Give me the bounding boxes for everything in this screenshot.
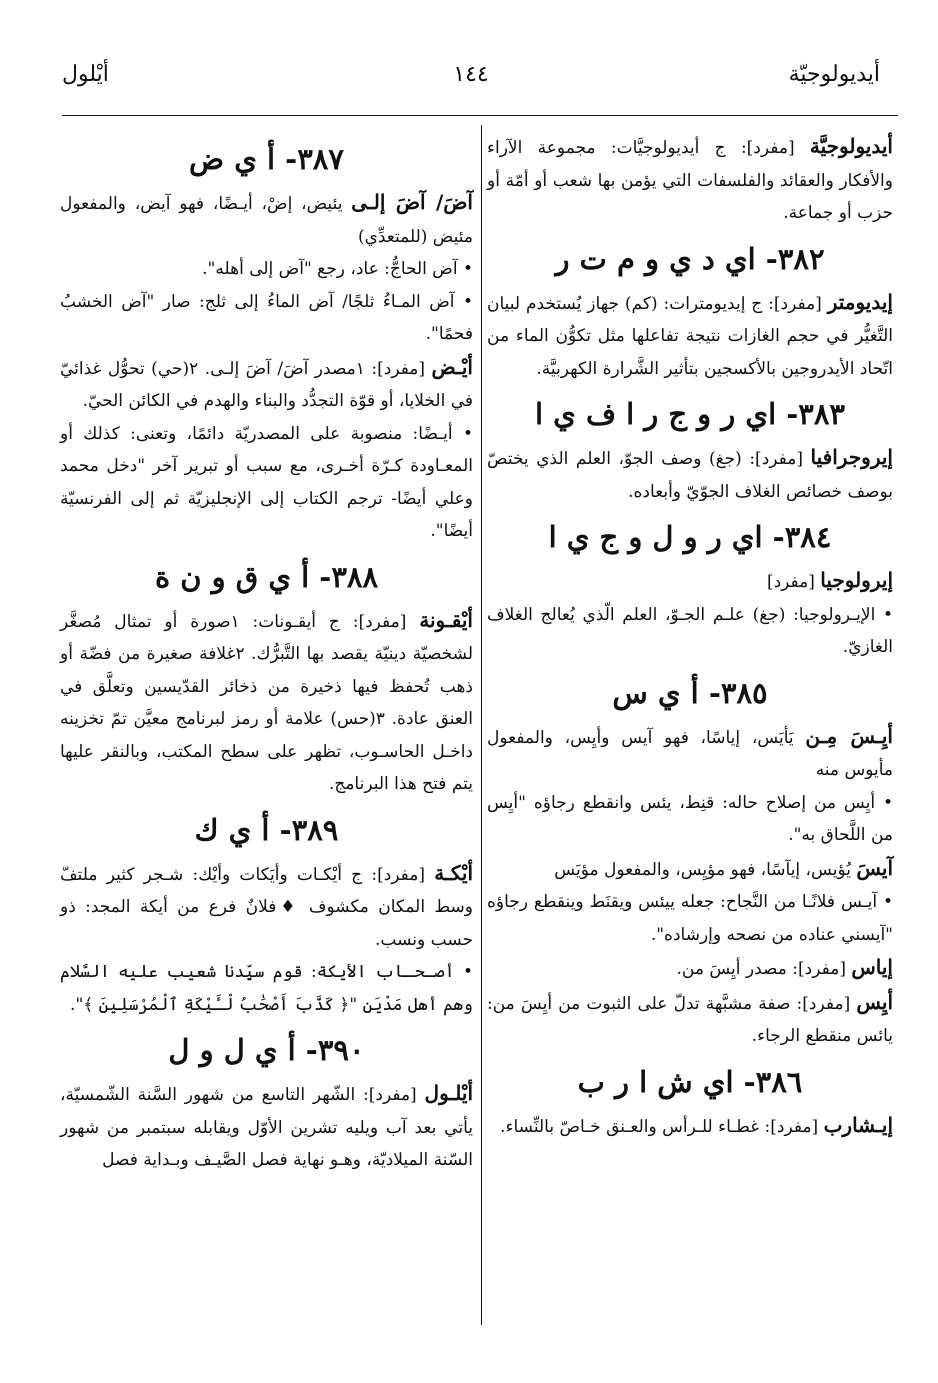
dictionary-entry <box>487 599 893 664</box>
entry-text: • أيِس من إصلاح حاله: قنِط، يئس وانقطع رجاؤه "أيِس من اللَّحاق به". <box>487 792 893 845</box>
running-head-left: أيْلول <box>62 62 109 87</box>
section-title: ٣٨٨- أ ي ق و ن ة <box>154 559 379 594</box>
headword: أيْقـونة <box>419 607 473 632</box>
entry-text: [مفرد]: ج إيديومترات: (كم) جهاز يُستخدم لبيان التَّغيُّر في حجم الغازات نتيجة تفاعلها مثل تكوُّن الماء من اتّحاد الأيدروجين بالأكسجين بتأثير الشَّرارة الكهربيَّة. <box>487 293 893 379</box>
section-title: ٣٨٩- أ ي ك <box>194 812 339 847</box>
headword: أيِـسَ مِـن <box>805 723 893 748</box>
entry-text: • آيـس فلانًـا من النَّجاح: جعله ييئس ويقنَط وينقطع رجاؤه "آيسني عناده من نصحه وإرشاده". <box>487 892 893 945</box>
entry-text: يُؤيس، إيآسًا، فهو مؤيِس، والمفعول مؤيَس <box>554 859 857 880</box>
section-title: ٣٨٥- أ ي س <box>612 675 768 710</box>
dictionary-entry <box>60 857 473 957</box>
headword: إيديومتر <box>827 289 893 314</box>
headword: أيْـض <box>431 354 473 379</box>
section-title: ٣٨٤- اي ر و ل و ج ي ا <box>548 520 832 554</box>
dictionary-entry <box>487 441 893 508</box>
dictionary-entry <box>487 986 893 1053</box>
entry-text: [مفرد]: ج أيديولوجيَّات: مجموعة الآراء والأفكار والعقائد والفلسفات التي يؤمن بها شعب أو أمّة أو حزب أو جماعة. <box>487 138 893 223</box>
section-title: ٣٨٢- اي د ي و م ت ر <box>555 241 825 276</box>
dictionary-entry <box>60 351 473 418</box>
entry-text: يَأيَس، إياسًا، فهو آيس وأيِس، والمفعول مأيوس منه <box>487 727 893 780</box>
dictionary-entry <box>487 951 893 986</box>
dictionary-entry <box>487 1109 893 1144</box>
entry-text: [مفرد]: ج أيْكـات وأيَكات وأيْك: شـجر كثير ملتفّ وسط المكان مكشوف ♦فلانٌ فرع من أيكة المجد: ذو حسب ونسب. <box>60 864 473 950</box>
entry-text: [مفرد]: صفة مشبَّهة تدلّ على الثبوت من أيِسَ من: يائس منقطع الرجاء. <box>487 993 893 1046</box>
dictionary-entry <box>60 604 473 801</box>
header-rule <box>62 115 898 116</box>
right-column <box>487 130 893 1143</box>
dictionary-entry <box>60 418 473 548</box>
headword: آيسَ <box>856 855 893 880</box>
page-header <box>62 62 880 102</box>
headword: إيروجرافيا <box>810 445 893 469</box>
dictionary-entry <box>60 956 473 1021</box>
headword: إيـشارب <box>823 1112 893 1137</box>
headword: أيِس <box>856 989 893 1014</box>
headword: إيرولوجيا <box>820 568 893 592</box>
entry-text: [مفرد]: ١مصدر آضَ/ آضَ إلـى. ٢(حي) تحوُّل غذائيّ في الخلايا، أو قوّة التجدُّد والبناء والهدم في الكائن الحيّ. <box>60 358 473 411</box>
entry-text: • أيـضًا: منصوبة على المصدريّة دائمًا، وتعنى: كذلك أو المعـاودة كـرّة أخـرى، مع سبب أو تبرير آخر "دخل محمد وعلي أيضًا- ترجم الكتاب إلى الإنجليزيّة ثم إلى الفرنسيّة أيضًا". <box>60 423 473 541</box>
dictionary-entry <box>60 1077 473 1177</box>
entry-text: • آض المـاءُ ثلجًا/ آض الماءُ إلى ثلج: صار "آض الخشبُ فحمًا". <box>60 291 473 344</box>
dictionary-entry <box>487 787 893 852</box>
dictionary-entry <box>487 886 893 951</box>
headword: آضَ/ آضَ إلـى <box>351 190 473 214</box>
entry-text: • آض الحاجُّ: عاد، رجع "آض إلى أهله". <box>202 259 473 279</box>
section-title: ٣٨٦- اي ش ا ر ب <box>577 1064 803 1099</box>
page-number: ١٤٤ <box>453 62 489 87</box>
running-head-right: أيديولوجيّة <box>788 62 880 87</box>
entry-text: [مفرد]: مصدر أيِسَ من. <box>676 959 852 979</box>
column-divider <box>481 125 482 1325</box>
dictionary-entry <box>487 564 893 599</box>
entry-text: [مفرد]: ج أيقـونات: ١صورة أو تمثال مُصغَّر لشخصيّة دينيّة يقصد بها التَّبرُّك. ٢غلافة صغيرة من فضّة أو ذهب تُحفظ فيها ذخيرة من ذخائر القدّيسين وتعلَّق في العنق عادة. ٣(حس) علامة أو رمز لبرنامج معيَّن تمّ تخزينه داخـل الحاسـوب، تظهر على سطح المكتب، وبالنقر عليها يتم فتح هذا البرنامج. <box>60 611 474 794</box>
dictionary-entry <box>60 286 473 351</box>
entry-text: [مفرد] <box>766 572 821 592</box>
entry-text: [مفرد]: غطـاء للـرأس والعـنق خـاصّ بالنِّساء. <box>500 1116 824 1137</box>
dictionary-entry <box>487 130 893 230</box>
section-title: ٣٨٣- اي ر و ج ر ا ف ي ا <box>535 397 845 431</box>
headword: أيْلـول <box>424 1081 473 1105</box>
entry-text: [مفرد]: (جغ) وصف الجوّ، العلم الذي يختصّ بوصف خصائص الغلاف الجوّيّ وأبعاده. <box>487 449 893 502</box>
left-column <box>60 130 473 1177</box>
entry-text: • الإيـرولوجيا: (جغ) علـم الجـوّ، العلم الّذي يُعالج الغلاف الغازيّ. <box>487 604 893 657</box>
dictionary-entry <box>60 186 473 253</box>
dictionary-entry <box>60 253 473 286</box>
dictionary-entry <box>487 852 893 887</box>
section-title: ٣٩٠- أ ي ل و ل <box>168 1033 365 1067</box>
entry-text: [مفرد]: الشّهر التاسع من شهور السَّنة الشّمسيّة، يأتي بعد آب ويليه تشرين الأوّل ويقابله سبتمبر من شهور السّنة الميلاديّة، وهـو نهاية فصل الصَّيـف وبـداية فصل <box>60 1085 473 1170</box>
section-title: ٣٨٧- أ ي ض <box>189 142 344 176</box>
headword: أيديولوجيَّة <box>809 134 893 158</box>
entry-text: • أصـحـاب الأيكة: قوم سيِّدنا شعيب عليه السَّلام وهم أهل مَدْيَن "﴿ كَذَّبَ أَصْحَٰبُ لْـَٔيْكَةِ ٱلْمُرْسَلِينَ ﴾". <box>60 962 473 1015</box>
dictionary-entry <box>487 720 893 787</box>
entry-text: يئيض، إضْ، أيـضًا، فهو آيض، والمفعول مئيض (للمتعدِّي) <box>60 194 473 247</box>
dictionary-entry <box>487 286 893 386</box>
headword: أيْكـة <box>434 860 473 885</box>
headword: إياس <box>851 955 893 979</box>
